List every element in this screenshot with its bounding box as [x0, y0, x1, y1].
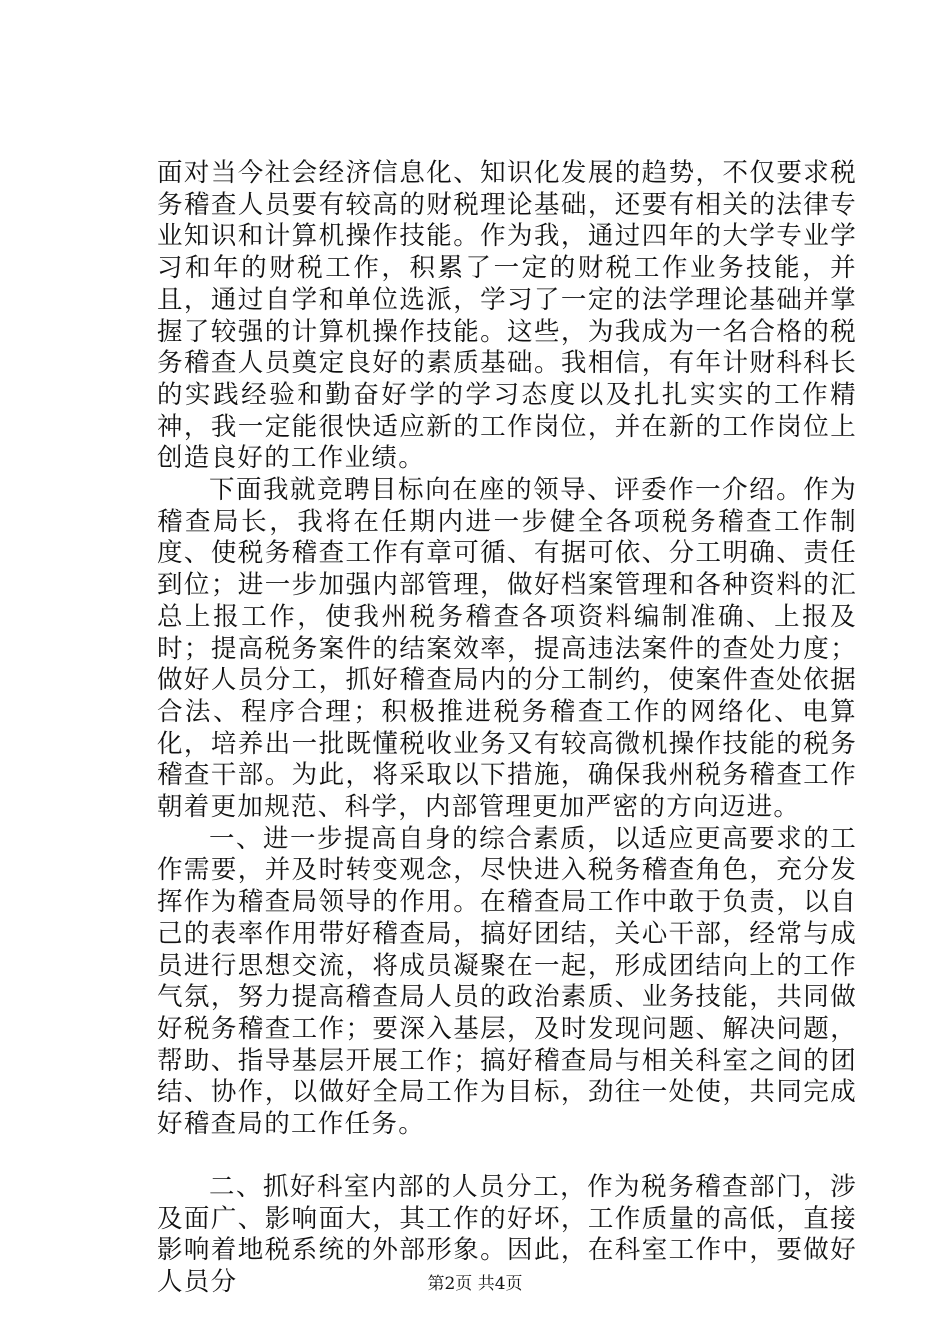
page-number-footer: 第2页 共4页	[427, 1274, 523, 1294]
paragraph-measure-one: 一、进一步提高自身的综合素质，以适应更高要求的工作需要，并及时转变观念，尽快进入税务稽查角色，充分发挥作为稽查局领导的作用。在稽查局工作中敢于负责，以自己的表率作用带好稽查局，搞好团结，关心干部，经常与成员进行思想交流，将成员凝聚在一起，形成团结向上的工作气氛，努力提高稽查局人员的政治素质、业务技能，共同做好税务稽查工作；要深入基层，及时发现问题、解决问题，帮助、指导基层开展工作；搞好稽查局与相关科室之间的团结、协作，以做好全局工作为目标，劲往一处使，共同完成好稽查局的工作任务。	[157, 823, 857, 1140]
paragraph-continued: 面对当今社会经济信息化、知识化发展的趋势，不仅要求税务稽查人员要有较高的财税理论基础，还要有相关的法律专业知识和计算机操作技能。作为我，通过四年的大学专业学习和年的财税工作，积累了一定的财税工作业务技能，并且，通过自学和单位选派，学习了一定的法学理论基础并掌握了较强的计算机操作技能。这些，为我成为一名合格的税务稽查人员奠定良好的素质基础。我相信，有年计财科科长的实践经验和勤奋好学的学习态度以及扎扎实实的工作精神，我一定能很快适应新的工作岗位，并在新的工作岗位上创造良好的工作业绩。	[157, 158, 857, 474]
paragraph-competition-goals: 下面我就竞聘目标向在座的领导、评委作一介绍。作为稽查局长，我将在任期内进一步健全各项税务稽查工作制度、使税务稽查工作有章可循、有据可依、分工明确、责任到位；进一步加强内部管理，做好档案管理和各种资料的汇总上报工作，使我州税务稽查各项资料编制准确、上报及时；提高税务案件的结案效率，提高违法案件的查处力度；做好人员分工，抓好稽查局内的分工制约，使案件查处依据合法、程序合理；积极推进税务稽查工作的网络化、电算化，培养出一批既懂税收业务又有较高微机操作技能的税务稽查干部。为此，将采取以下措施，确保我州税务稽查工作朝着更加规范、科学，内部管理更加严密的方向迈进。	[157, 475, 857, 823]
page-body	[157, 158, 857, 1299]
paragraph-measure-two: 二、抓好科室内部的人员分工，作为税务稽查部门，涉及面广、影响面大，其工作的好坏，工作质量的高低，直接影响着地税系统的外部形象。因此，在科室工作中，要做好人员分	[157, 1171, 857, 1297]
